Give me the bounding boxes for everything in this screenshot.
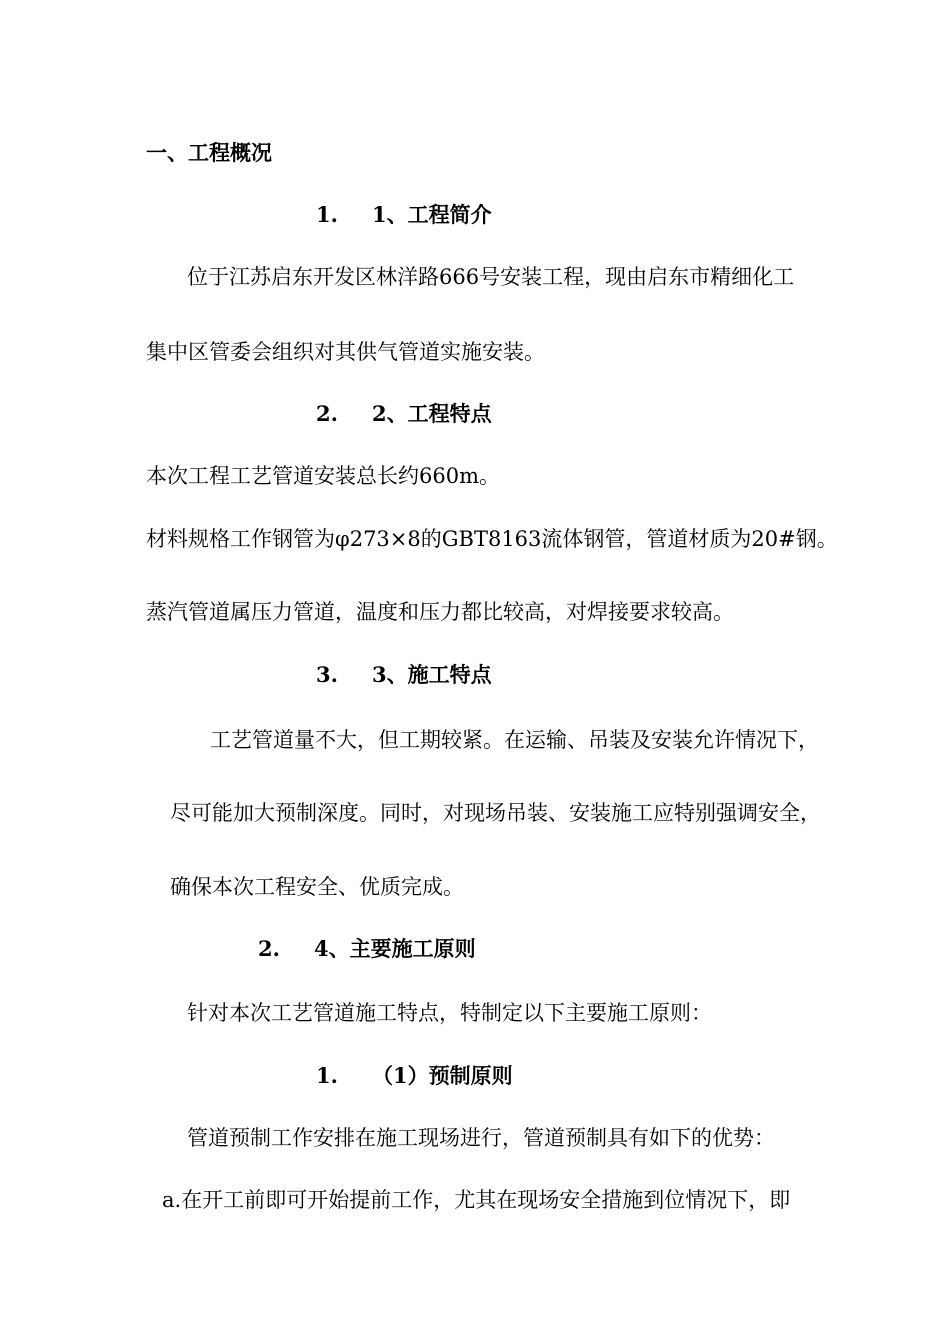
paragraph-line: 确保本次工程安全、优质完成。 — [170, 875, 464, 899]
subheading-number: 2. — [258, 936, 280, 961]
subheading-main-principles — [258, 935, 476, 963]
paragraph-line: 本次工程工艺管道安装总长约660m。 — [146, 464, 500, 488]
paragraph-line: 蒸汽管道属压力管道，温度和压力都比较高，对焊接要求较高。 — [146, 600, 734, 624]
subheading-number: 2. — [316, 401, 338, 426]
paragraph-line: 尽可能加大预制深度。同时，对现场吊装、安装施工应特别强调安全， — [170, 801, 821, 825]
subheading-construction-features — [316, 661, 492, 689]
section-heading: 一、工程概况 — [146, 140, 272, 165]
subheading-number: 3. — [316, 662, 338, 687]
paragraph-line: 集中区管委会组织对其供气管道实施安装。 — [146, 340, 545, 364]
subheading-title: 3、施工特点 — [372, 662, 492, 687]
subheading-title: 4、主要施工原则 — [314, 936, 476, 961]
paragraph-line: 位于江苏启东开发区林洋路666号安装工程，现由启东市精细化工 — [187, 265, 795, 289]
paragraph-line: a.在开工前即可开始提前工作，尤其在现场安全措施到位情况下，即 — [162, 1188, 791, 1212]
paragraph-line: 工艺管道量不大，但工期较紧。在运输、吊装及安装允许情况下， — [210, 728, 819, 752]
paragraph-line: 管道预制工作安排在施工现场进行，管道预制具有如下的优势： — [187, 1126, 775, 1150]
paragraph-line: 针对本次工艺管道施工特点，特制定以下主要施工原则： — [187, 1001, 712, 1025]
subheading-title: 1、工程简介 — [372, 202, 492, 227]
subheading-prefab-principle — [316, 1062, 513, 1090]
subheading-title: 2、工程特点 — [372, 401, 492, 426]
paragraph-line: 材料规格工作钢管为φ273×8的GBT8163流体钢管，管道材质为20#钢。 — [146, 527, 838, 551]
subheading-number: 1. — [316, 202, 338, 227]
subheading-project-intro — [316, 201, 492, 229]
subheading-project-features — [316, 400, 492, 428]
subheading-number: 1. — [316, 1063, 338, 1088]
subheading-title: （1）预制原则 — [372, 1063, 513, 1088]
